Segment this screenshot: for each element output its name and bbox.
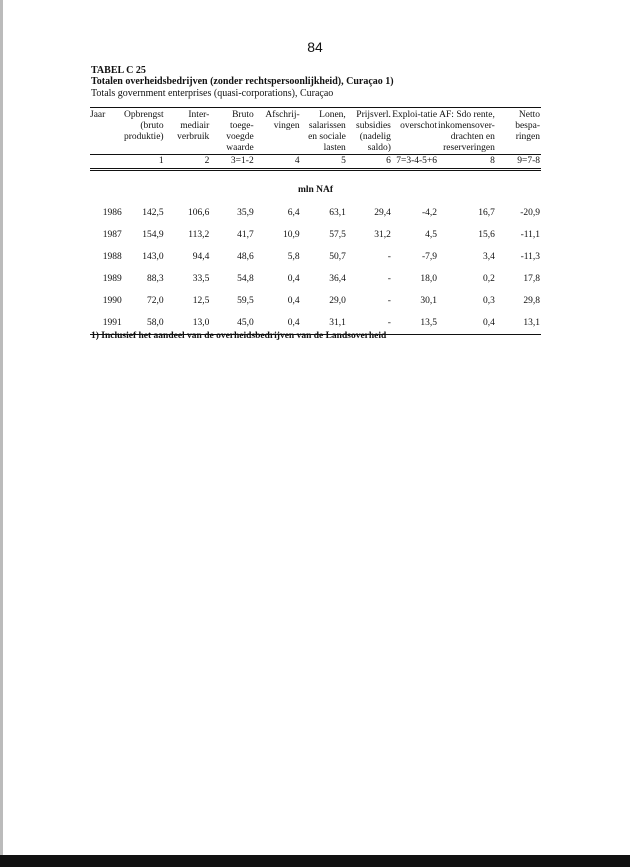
value-cell: -11,3 [520,251,540,262]
value-cell: 54,8 [237,273,254,284]
table-row [90,246,541,268]
footnote: 1) Inclusief het aandeel van de overheidsbedrijven van de Landsoverheid [91,331,387,341]
value-cell: 41,7 [237,229,254,240]
value-cell: 113,2 [188,229,210,240]
data-table [90,107,541,335]
column-number: 3=1-2 [210,155,254,170]
table-title-nl: Totalen overheidsbedrijven (zonder rechtspersoonlijkheid), Curaçao 1) [91,76,394,87]
value-cell: 30,1 [420,295,438,306]
column-header: Inter-mediair verbruik [165,108,211,155]
value-cell: 48,6 [237,251,254,262]
value-cell: 59,5 [237,295,254,306]
value-cell: 16,7 [478,207,495,218]
column-number: 6 [347,155,392,170]
table-row [90,268,541,290]
table-id: TABEL C 25 [91,65,146,76]
column-header: AF: Sdo rente, inkomensover-drachten en reserveringen [438,108,496,155]
year-cell: 1988 [102,251,122,262]
scan-border [0,0,3,855]
column-number: 8 [438,155,496,170]
value-cell: 142,5 [142,207,164,218]
value-cell: - [387,273,391,284]
value-cell: 45,0 [210,312,254,335]
value-cell: 0,4 [287,273,300,284]
year-cell: 1990 [102,295,122,306]
header-row [90,108,541,155]
value-cell: 154,9 [142,229,164,240]
value-cell: 31,1 [301,312,347,335]
column-number [90,155,123,170]
value-cell: 4,5 [425,229,438,240]
year-cell: 1989 [102,273,122,284]
value-cell: 5,8 [287,251,300,262]
value-cell: 18,0 [420,273,438,284]
column-number: 2 [165,155,211,170]
value-cell: 0,3 [482,295,495,306]
value-cell: 29,8 [523,295,540,306]
value-cell: - [387,251,391,262]
value-cell: 57,5 [329,229,346,240]
column-header: Lonen, salarissen en sociale lasten [301,108,347,155]
value-cell: 50,7 [329,251,346,262]
column-header: Opbrengst (bruto produktie) [123,108,165,155]
value-cell: 33,5 [192,273,210,284]
column-header: Prijsverl. subsidies (nadelig saldo) [347,108,392,155]
value-cell: -7,9 [422,251,438,262]
column-header: Exploi-tatie overschot [392,108,438,155]
column-number: 7=3-4-5+6 [392,155,438,170]
value-cell: 31,2 [374,229,391,240]
value-cell: 13,1 [496,312,541,335]
value-cell: 106,6 [187,207,210,218]
column-header: Bruto toege-voegde waarde [210,108,254,155]
scan-edge [0,855,630,867]
year-cell: 1987 [102,229,122,240]
value-cell: 17,8 [523,273,540,284]
value-cell: 3,4 [482,251,495,262]
value-cell: 0,2 [482,273,495,284]
value-cell: 88,3 [146,273,164,284]
year-cell: 1986 [102,207,122,218]
unit-label: mln NAf [297,185,334,195]
column-header: Afschrij-vingen [255,108,301,155]
column-number: 1 [123,155,165,170]
value-cell: 6,4 [287,207,300,218]
value-cell: 13,5 [392,312,438,335]
value-cell: 36,4 [329,273,346,284]
column-number-row [90,155,541,170]
value-cell: 29,4 [374,207,391,218]
column-number: 5 [301,155,347,170]
value-cell: 12,5 [192,295,210,306]
table-row [90,202,541,224]
value-cell: 72,0 [146,295,164,306]
value-cell: - [347,312,392,335]
table-row [90,290,541,312]
value-cell: 0,4 [438,312,496,335]
column-header: Netto bespa-ringen [496,108,541,155]
value-cell: 35,9 [237,207,254,218]
column-number: 9=7-8 [496,155,541,170]
value-cell: 63,1 [329,207,346,218]
table-row [90,224,541,246]
value-cell: 10,9 [283,229,300,240]
value-cell: -4,2 [422,207,438,218]
value-cell: 58,0 [123,312,165,335]
value-cell: -20,9 [520,207,540,218]
page-number: 84 [307,39,323,55]
column-number: 4 [255,155,301,170]
value-cell: - [387,295,391,306]
value-cell: 13,0 [165,312,211,335]
value-cell: 94,4 [192,251,210,262]
table-title-en: Totals government enterprises (quasi-corporations), Curaçao [91,88,334,99]
value-cell: -11,1 [520,229,540,240]
value-cell: 143,0 [142,251,164,262]
value-cell: 0,4 [255,312,301,335]
value-cell: 29,0 [329,295,346,306]
year-cell: 1991 [90,312,123,335]
column-header: Jaar [90,108,123,155]
value-cell: 0,4 [287,295,300,306]
value-cell: 15,6 [478,229,495,240]
